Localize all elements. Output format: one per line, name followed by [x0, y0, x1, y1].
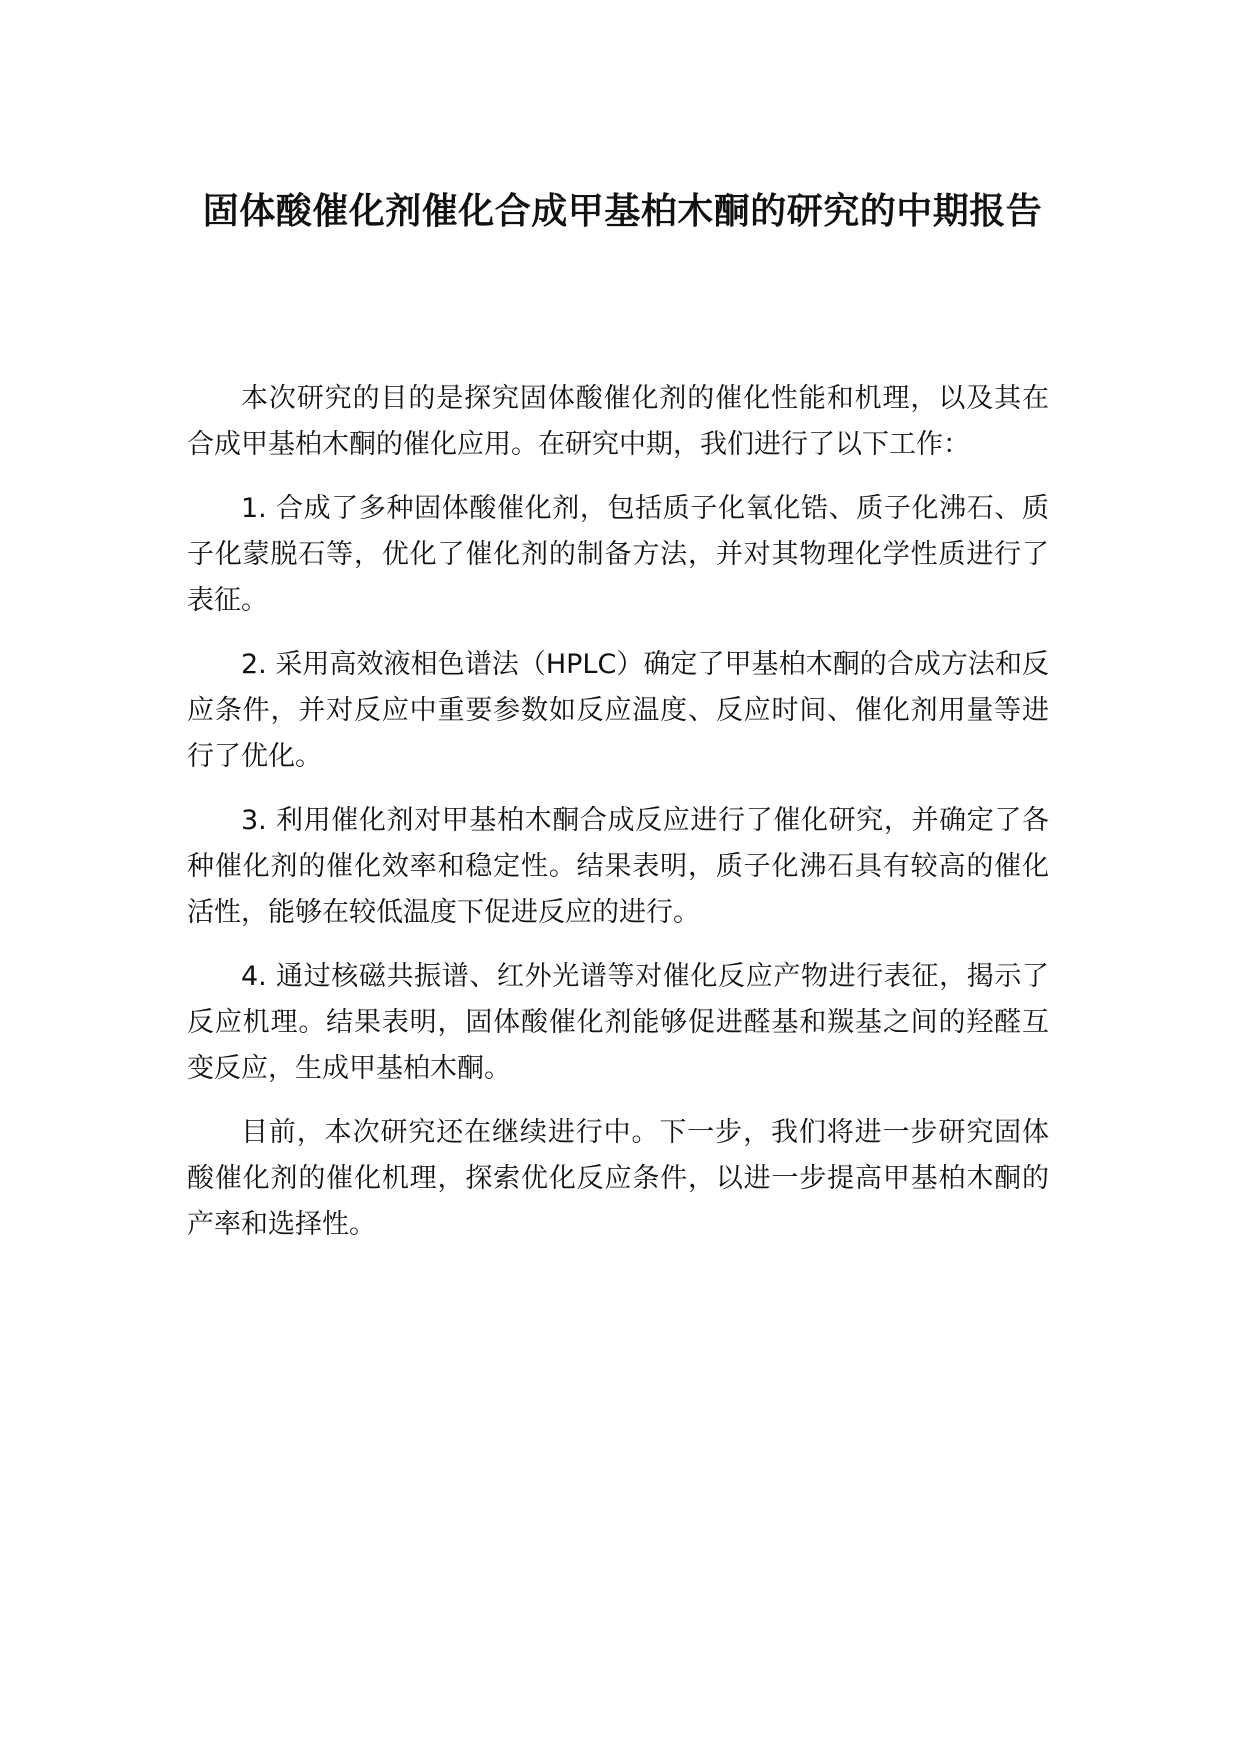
paragraph-item-3: 3. 利用催化剂对甲基柏木酮合成反应进行了催化研究，并确定了各种催化剂的催化效率和稳定性。结果表明，质子化沸石具有较高的催化活性，能够在较低温度下促进反应的进行。 [187, 805, 1049, 928]
document-body [187, 376, 1049, 1266]
paragraph-conclusion: 目前，本次研究还在继续进行中。下一步，我们将进一步研究固体酸催化剂的催化机理，探索优化反应条件，以进一步提高甲基柏木酮的产率和选择性。 [187, 1117, 1049, 1240]
paragraph-item-2: 2. 采用高效液相色谱法（HPLC）确定了甲基柏木酮的合成方法和反应条件，并对反应中重要参数如反应温度、反应时间、催化剂用量等进行了优化。 [187, 649, 1049, 772]
paragraph-intro: 本次研究的目的是探究固体酸催化剂的催化性能和机理，以及其在合成甲基柏木酮的催化应用。在研究中期，我们进行了以下工作： [187, 383, 1049, 460]
document-title: 固体酸催化剂催化合成甲基柏木酮的研究的中期报告 [202, 191, 1043, 232]
paragraph-item-1: 1. 合成了多种固体酸催化剂，包括质子化氧化锆、质子化沸石、质子化蒙脱石等，优化了催化剂的制备方法，并对其物理化学性质进行了表征。 [187, 493, 1049, 616]
paragraph-item-4: 4. 通过核磁共振谱、红外光谱等对催化反应产物进行表征，揭示了反应机理。结果表明，固体酸催化剂能够促进醛基和羰基之间的羟醛互变反应，生成甲基柏木酮。 [187, 961, 1049, 1084]
